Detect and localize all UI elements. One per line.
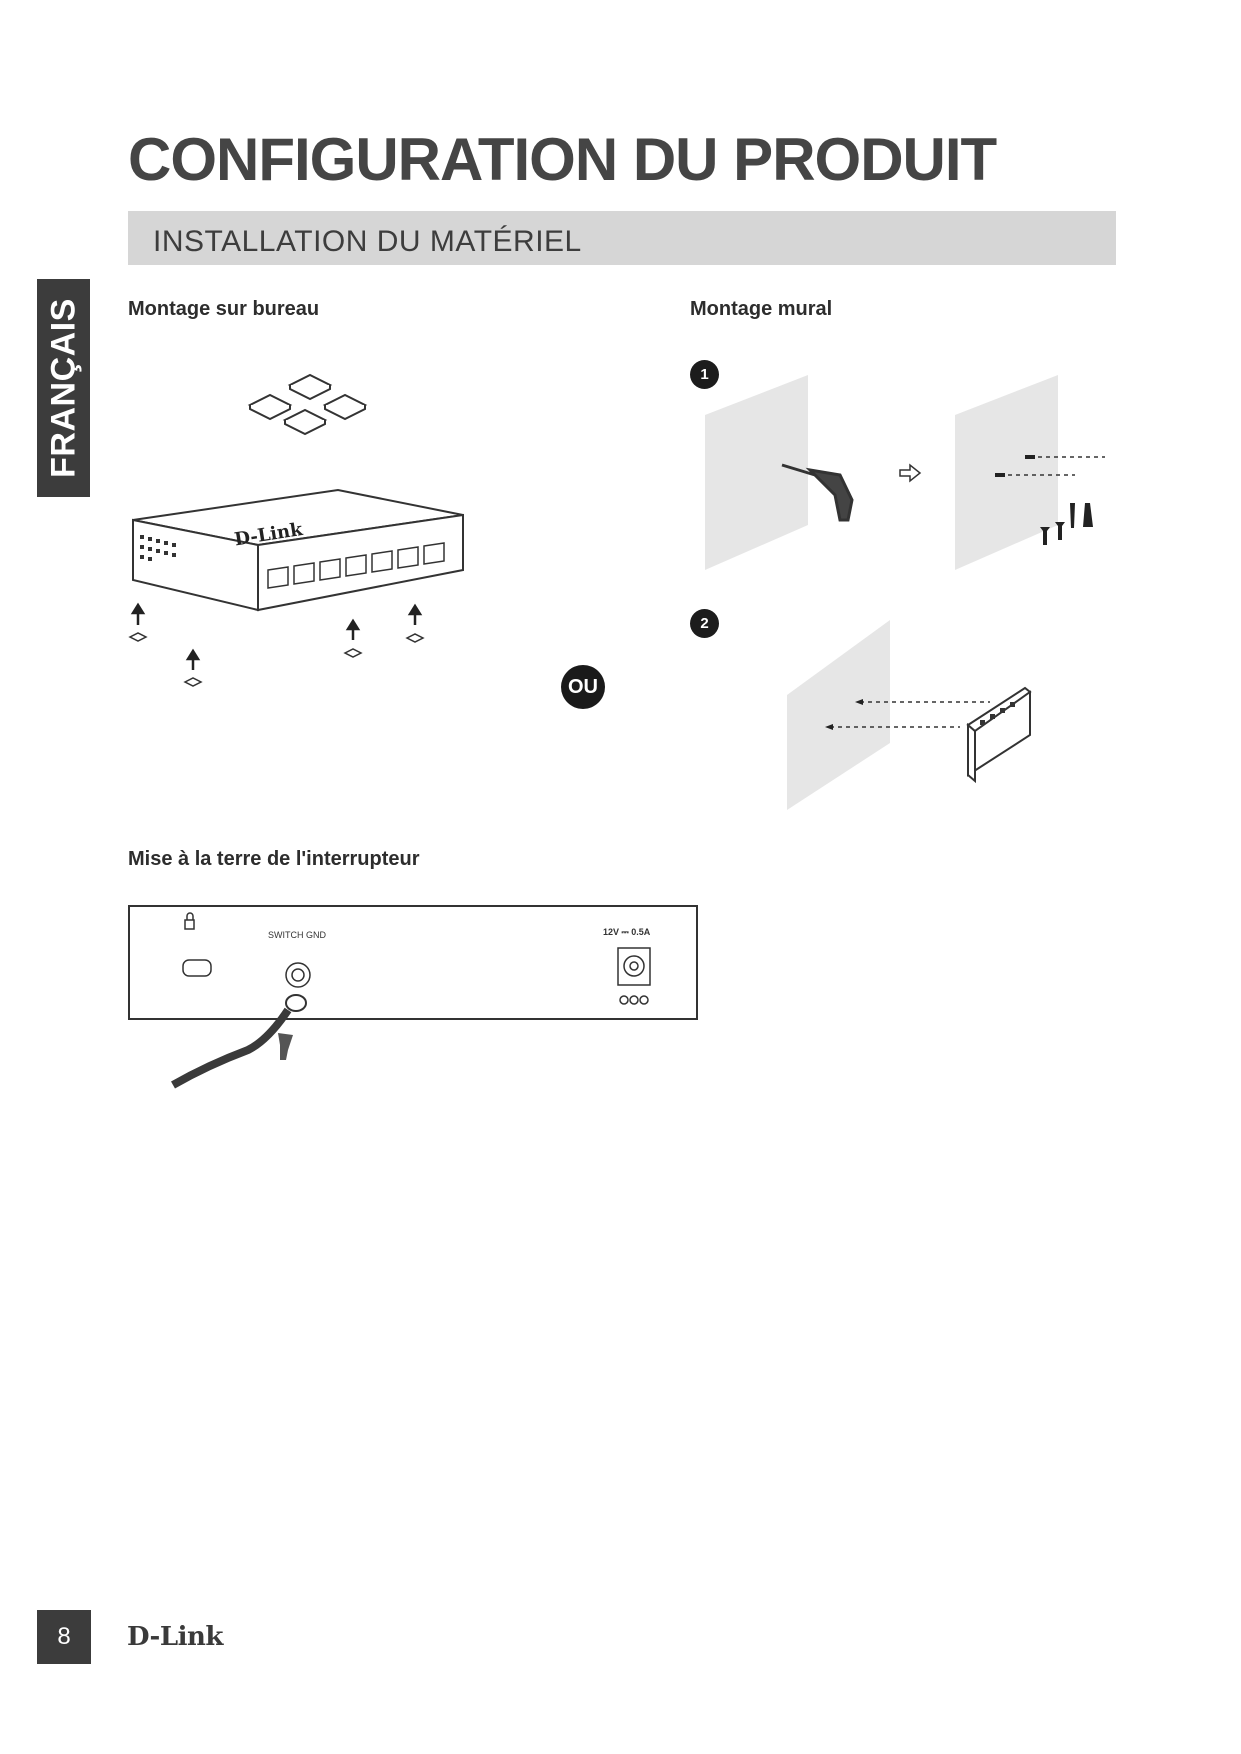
grounding-heading: Mise à la terre de l'interrupteur (128, 848, 420, 870)
language-label: FRANÇAIS (44, 298, 82, 478)
page-number: 8 (37, 1610, 91, 1664)
page-title: CONFIGURATION DU PRODUIT (128, 126, 997, 193)
desktop-mount-heading: Montage sur bureau (128, 298, 320, 320)
rubber-feet-illustration (245, 375, 375, 445)
wall-drilling-illustration (700, 375, 1120, 575)
section-header: INSTALLATION DU MATÉRIEL (153, 225, 582, 258)
wall-hanging-illustration (785, 615, 1045, 815)
wall-mount-heading: Montage mural (690, 298, 833, 320)
or-badge: OU (561, 665, 605, 709)
rear-panel-illustration (128, 905, 698, 1095)
switch-logo: D-Link (233, 518, 304, 551)
switch-illustration (128, 485, 478, 685)
section-header-bar (128, 211, 1116, 265)
step-2-badge: 2 (690, 609, 719, 638)
language-tab (37, 279, 90, 497)
switch-gnd-label: SWITCH GND (268, 930, 326, 940)
step-1-badge: 1 (690, 360, 719, 389)
power-rating-label: 12V ⎓ 0.5A (603, 927, 651, 937)
dlink-logo: D-Link (127, 1622, 223, 1652)
